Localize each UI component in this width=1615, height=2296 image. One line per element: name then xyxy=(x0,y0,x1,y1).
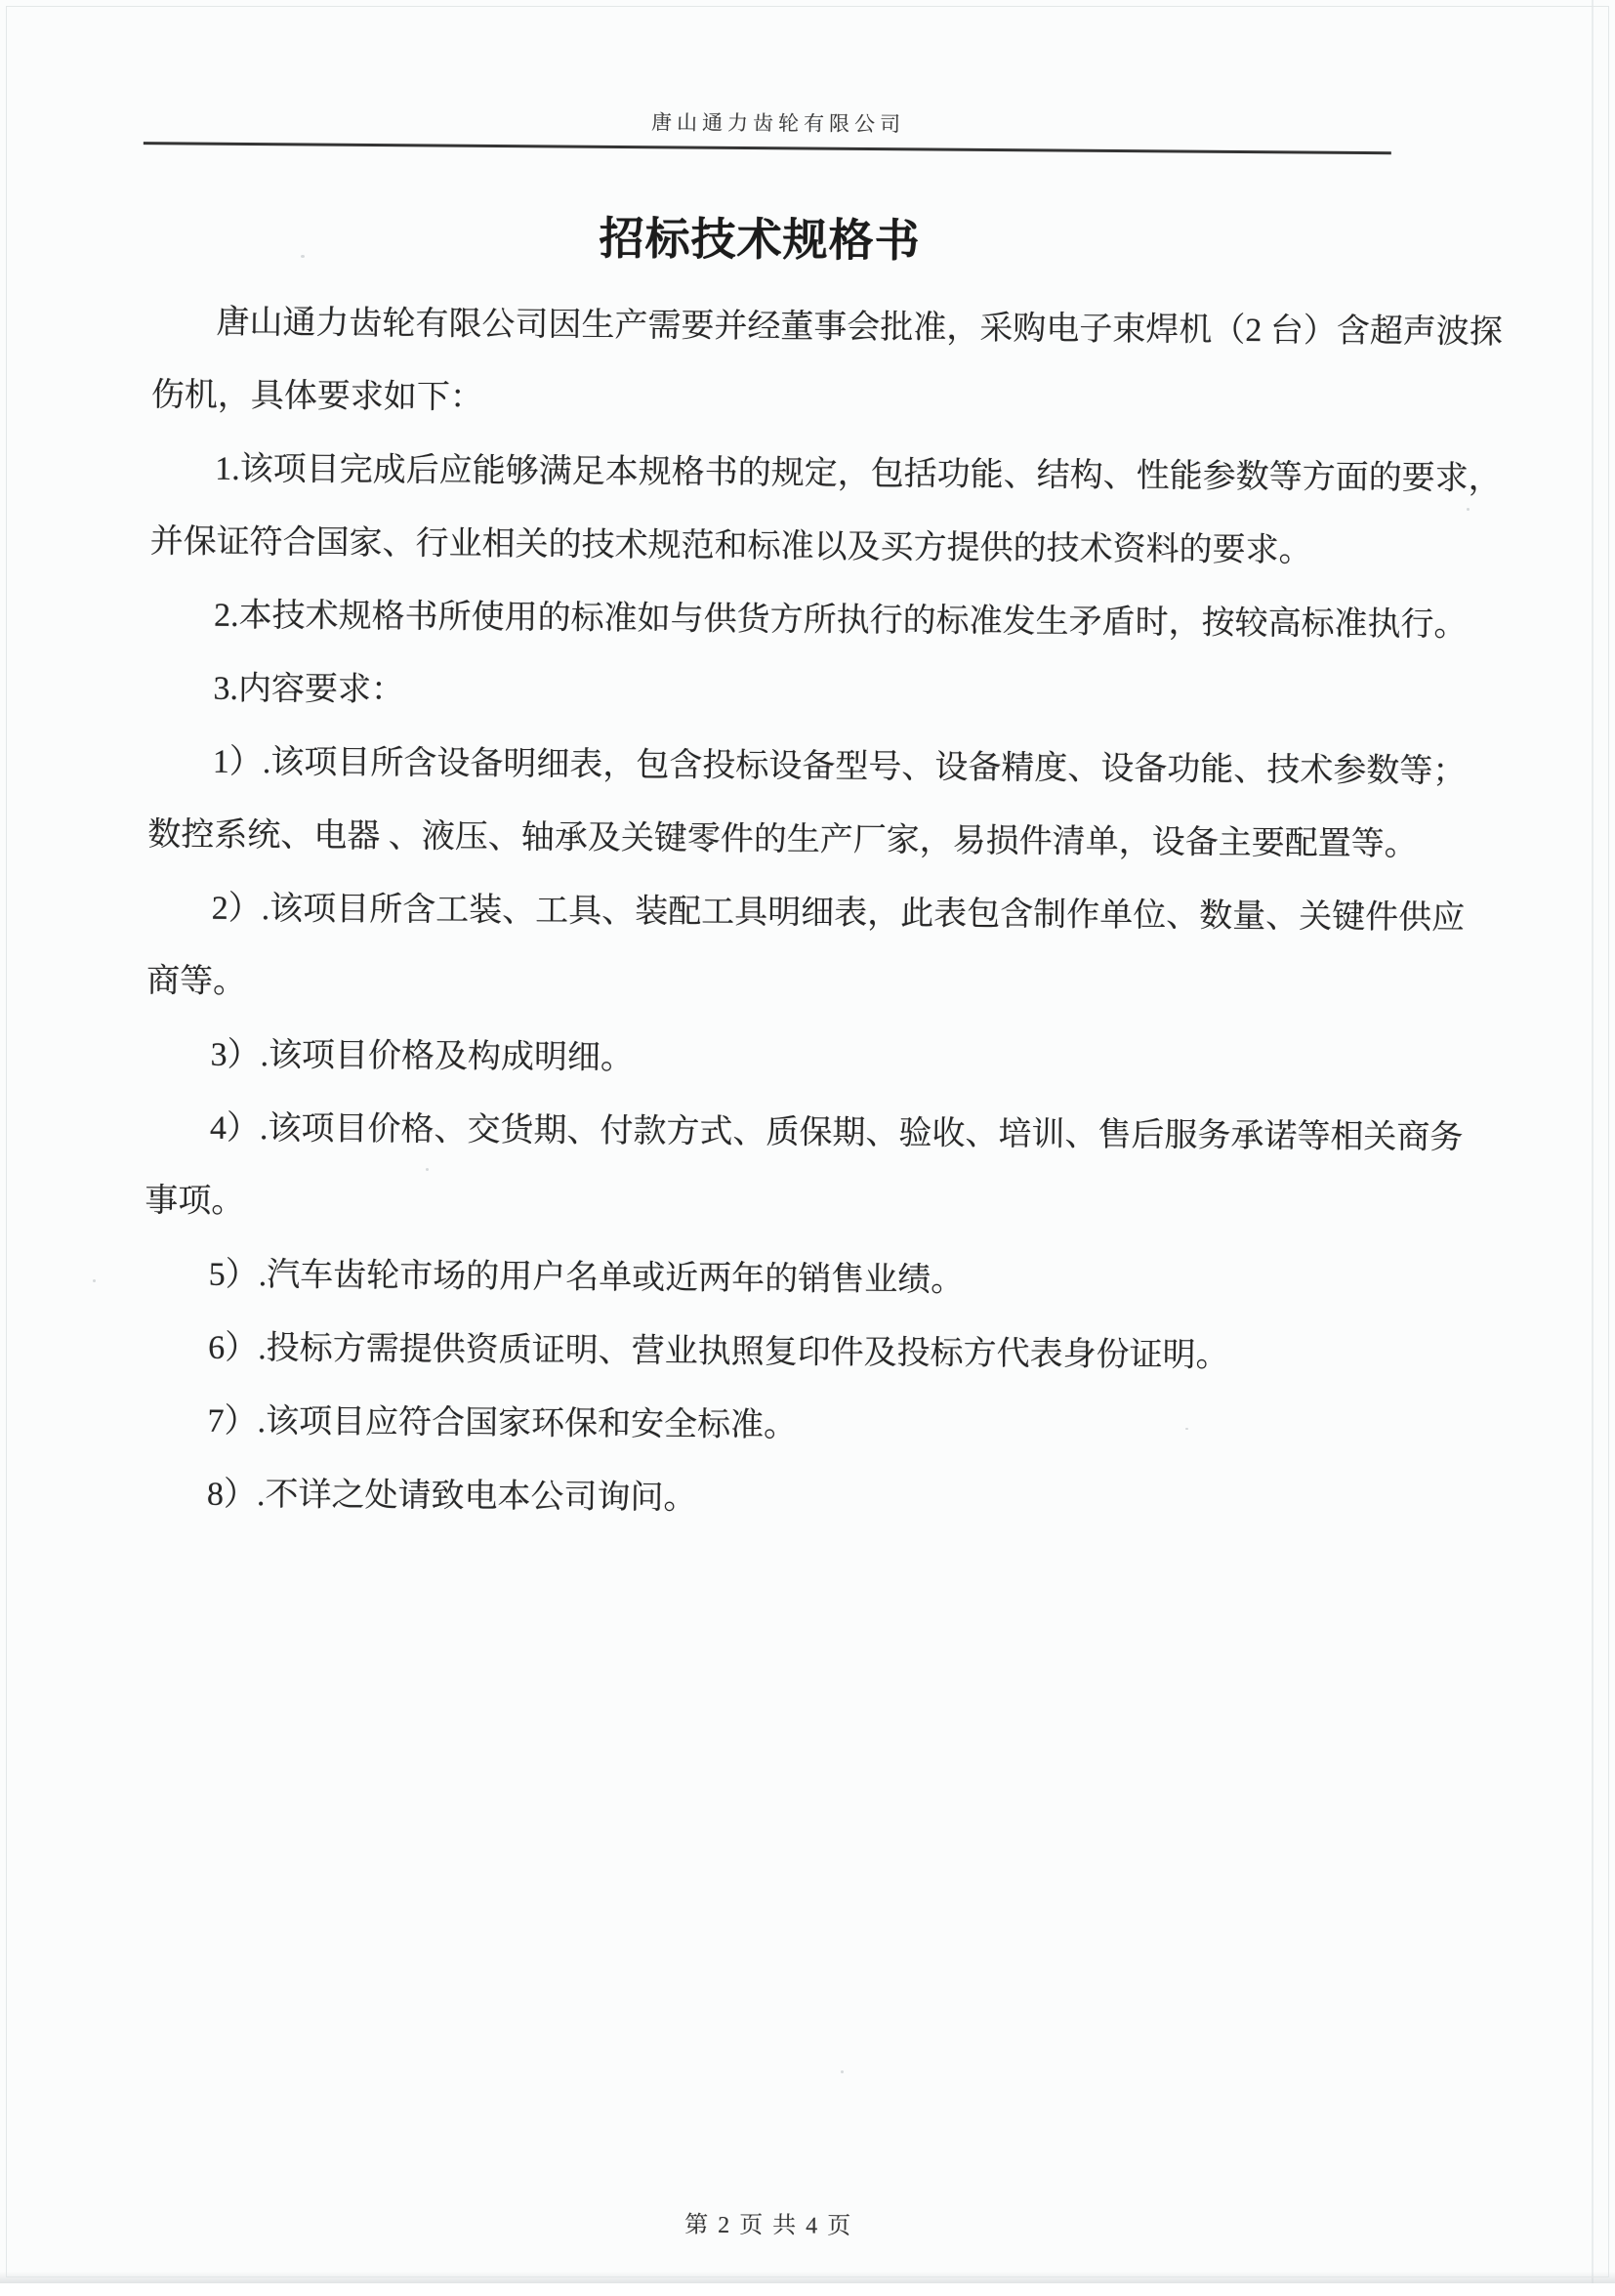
body-line: 数控系统、电器 、液压、轴承及关键零件的生产厂家，易损件清单，设备主要配置等。 xyxy=(147,816,1418,863)
body-line: 2）.该项目所含工装、工具、装配工具明细表，此表包含制作单位、数量、关键件供应 xyxy=(211,890,1466,937)
scan-right-edge xyxy=(1592,0,1594,2283)
body-line: 1.该项目完成后应能够满足本规格书的规定，包括功能、结构、性能参数等方面的要求， xyxy=(215,450,1502,498)
scan-speck xyxy=(841,2070,844,2073)
page-header-company-name: 唐山通力齿轮有限公司 xyxy=(650,110,906,137)
body-line: 事项。 xyxy=(145,1183,245,1221)
body-line: 2.本技术规格书所使用的标准如与供货方所执行的标准发生矛盾时，按较高标准执行。 xyxy=(213,597,1468,644)
scan-speck xyxy=(1467,508,1470,511)
scan-bottom-shadow xyxy=(0,2272,1615,2283)
body-line: 7）.该项目应符合国家环保和安全标准。 xyxy=(207,1402,798,1444)
body-line: 5）.汽车齿轮市场的用户名单或近两年的销售业绩。 xyxy=(208,1256,965,1299)
header-divider-line xyxy=(144,142,1391,154)
scan-speck xyxy=(301,255,305,258)
body-line: 并保证符合国家、行业相关的技术规范和标准以及买方提供的技术资料的要求。 xyxy=(149,523,1312,569)
body-line: 8）.不详之处请致电本公司询问。 xyxy=(206,1476,697,1517)
body-line: 伤机，具体要求如下： xyxy=(150,377,483,416)
page-number-footer: 第 2 页 共 4 页 xyxy=(684,2212,853,2239)
body-line: 3）.该项目价格及构成明细。 xyxy=(210,1036,635,1077)
body-line: 6）.投标方需提供资质证明、营业执照复印件及投标方代表身份证明。 xyxy=(208,1329,1229,1374)
document-title: 招标技术规格书 xyxy=(599,213,921,267)
body-line: 3.内容要求： xyxy=(213,670,405,709)
body-line: 4）.该项目价格、交货期、付款方式、质保期、验收、培训、售后服务承诺等相关商务 xyxy=(209,1109,1464,1156)
body-line: 唐山通力齿轮有限公司因生产需要并经董事会批准，采购电子束焊机（2 台）含超声波探 xyxy=(216,304,1504,352)
scan-speck xyxy=(93,1279,96,1282)
body-line: 1）.该项目所含设备明细表，包含投标设备型号、设备精度、设备功能、技术参数等； xyxy=(212,743,1467,790)
scan-speck xyxy=(1185,1428,1188,1430)
scan-speck xyxy=(426,1168,429,1171)
body-line: 商等。 xyxy=(145,963,247,1001)
document-body xyxy=(143,285,1504,1540)
